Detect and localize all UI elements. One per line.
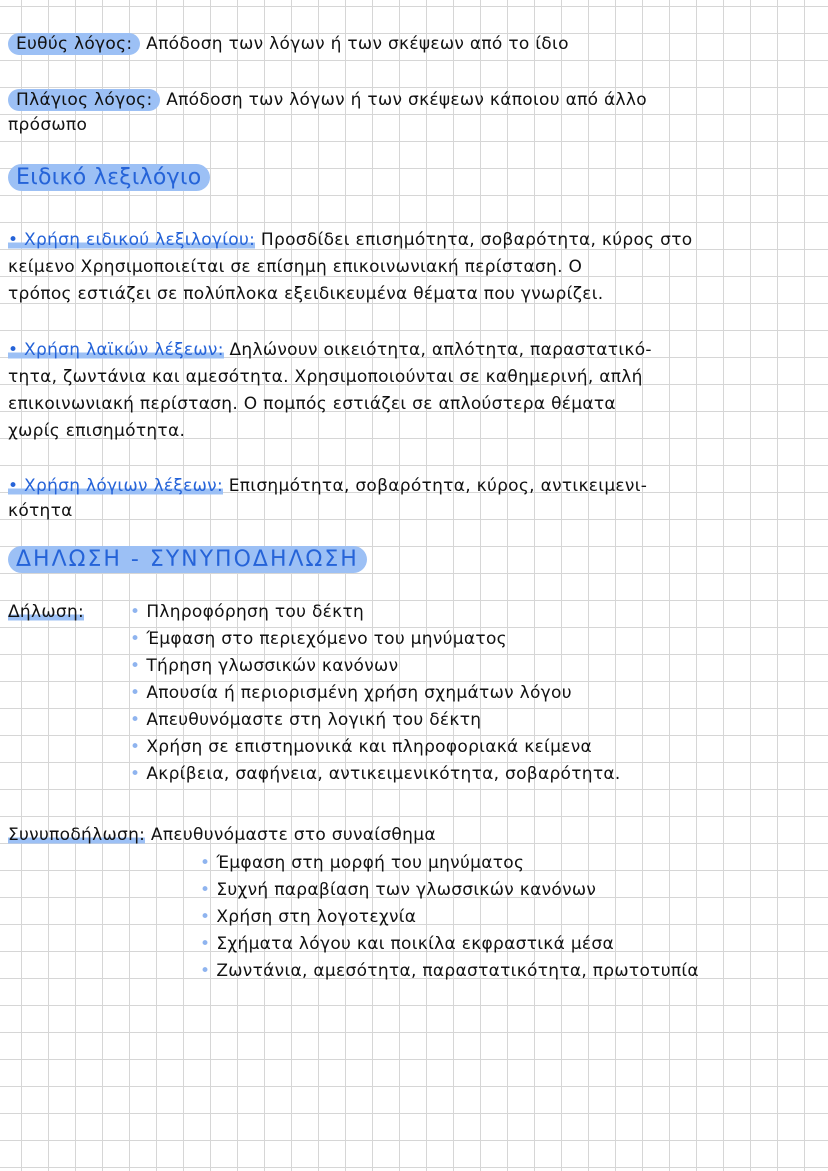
definition-text: Απόδοση των λόγων ή των σκέψεων από το ίδιο [146, 34, 569, 54]
connotation-list [200, 851, 699, 983]
item-text: τρόπος εστιάζει σε πολύπλοκα εξειδικευμένα θέματα που γνωρίζει. [8, 284, 604, 304]
heading-text: Ειδικό λεξιλόγιο [8, 164, 210, 191]
term-indirect-speech: Πλάγιος λόγος: [8, 89, 160, 111]
vocab-item-folk [8, 338, 652, 362]
definition-continuation: πρόσωπο [8, 115, 88, 135]
list-item: • Χρήση στη λογοτεχνία [200, 907, 417, 927]
item-text: Επισημότητα, σοβαρότητα, κύρος, αντικειμενι- [228, 476, 648, 496]
definition-text: Απόδοση των λόγων ή των σκέψεων κάποιου από άλλο [166, 90, 647, 110]
list-item: • Χρήση σε επιστημονικά και πληροφοριακά κείμενα [130, 737, 593, 757]
connotation-intro: Απευθυνόμαστε στο συναίσθημα [150, 825, 436, 845]
list-item: • Ζωντάνια, αμεσότητα, παραστατικότητα, πρωτοτυπία [200, 961, 699, 981]
heading-text: ΔΗΛΩΣΗ - ΣΥΝΥΠΟΔΗΛΩΣΗ [8, 546, 367, 573]
list-item: • Συχνή παραβίαση των γλωσσικών κανόνων [200, 880, 597, 900]
vocab-item-special [8, 228, 692, 252]
vocab-item-learned [8, 474, 647, 498]
item-text: Δηλώνουν οικειότητα, απλότητα, παραστατικό- [229, 340, 652, 360]
item-term: • Χρήση λαϊκών λέξεων: [8, 340, 224, 360]
item-text: χωρίς επισημότητα. [8, 421, 186, 441]
direct-speech-definition [8, 32, 569, 56]
item-term: • Χρήση ειδικού λεξιλογίου: [8, 230, 256, 250]
list-item: • Πληροφόρηση του δέκτη [130, 602, 365, 622]
item-text: τητα, ζωντάνια και αμεσότητα. Χρησιμοποιούνται σε καθημερινή, απλή [8, 367, 643, 387]
list-item: • Απουσία ή περιορισμένη χρήση σχημάτων λόγου [130, 683, 572, 703]
item-text: κείμενο Χρησιμοποιείται σε επίσημη επικοινωνιακή περίσταση. Ο [8, 257, 583, 277]
denotation-list [130, 600, 621, 786]
item-text: κότητα [8, 501, 73, 521]
denotation-term [8, 600, 84, 624]
item-text: επικοινωνιακή περίσταση. Ο πομπός εστιάζει σε απλούστερα θέματα [8, 394, 616, 414]
item-text: Προσδίδει επισημότητα, σοβαρότητα, κύρος στο [260, 230, 693, 250]
section-heading-meaning [8, 548, 367, 572]
section-heading-vocabulary [8, 166, 210, 190]
list-item: • Έμφαση στη μορφή του μηνύματος [200, 853, 525, 873]
list-item: • Ακρίβεια, σαφήνεια, αντικειμενικότητα, σοβαρότητα. [130, 764, 621, 784]
list-item: • Σχήματα λόγου και ποικίλα εκφραστικά μέσα [200, 934, 614, 954]
term-text: Συνυποδήλωση: [8, 825, 146, 845]
indirect-speech-definition [8, 88, 647, 112]
connotation-term [8, 823, 436, 847]
term-direct-speech: Ευθύς λόγος: [8, 33, 140, 55]
item-term: • Χρήση λόγιων λέξεων: [8, 476, 223, 496]
list-item: • Έμφαση στο περιεχόμενο του μηνύματος [130, 629, 507, 649]
list-item: • Τήρηση γλωσσικών κανόνων [130, 656, 399, 676]
term-text: Δήλωση: [8, 602, 85, 622]
list-item: • Απευθυνόμαστε στη λογική του δέκτη [130, 710, 482, 730]
